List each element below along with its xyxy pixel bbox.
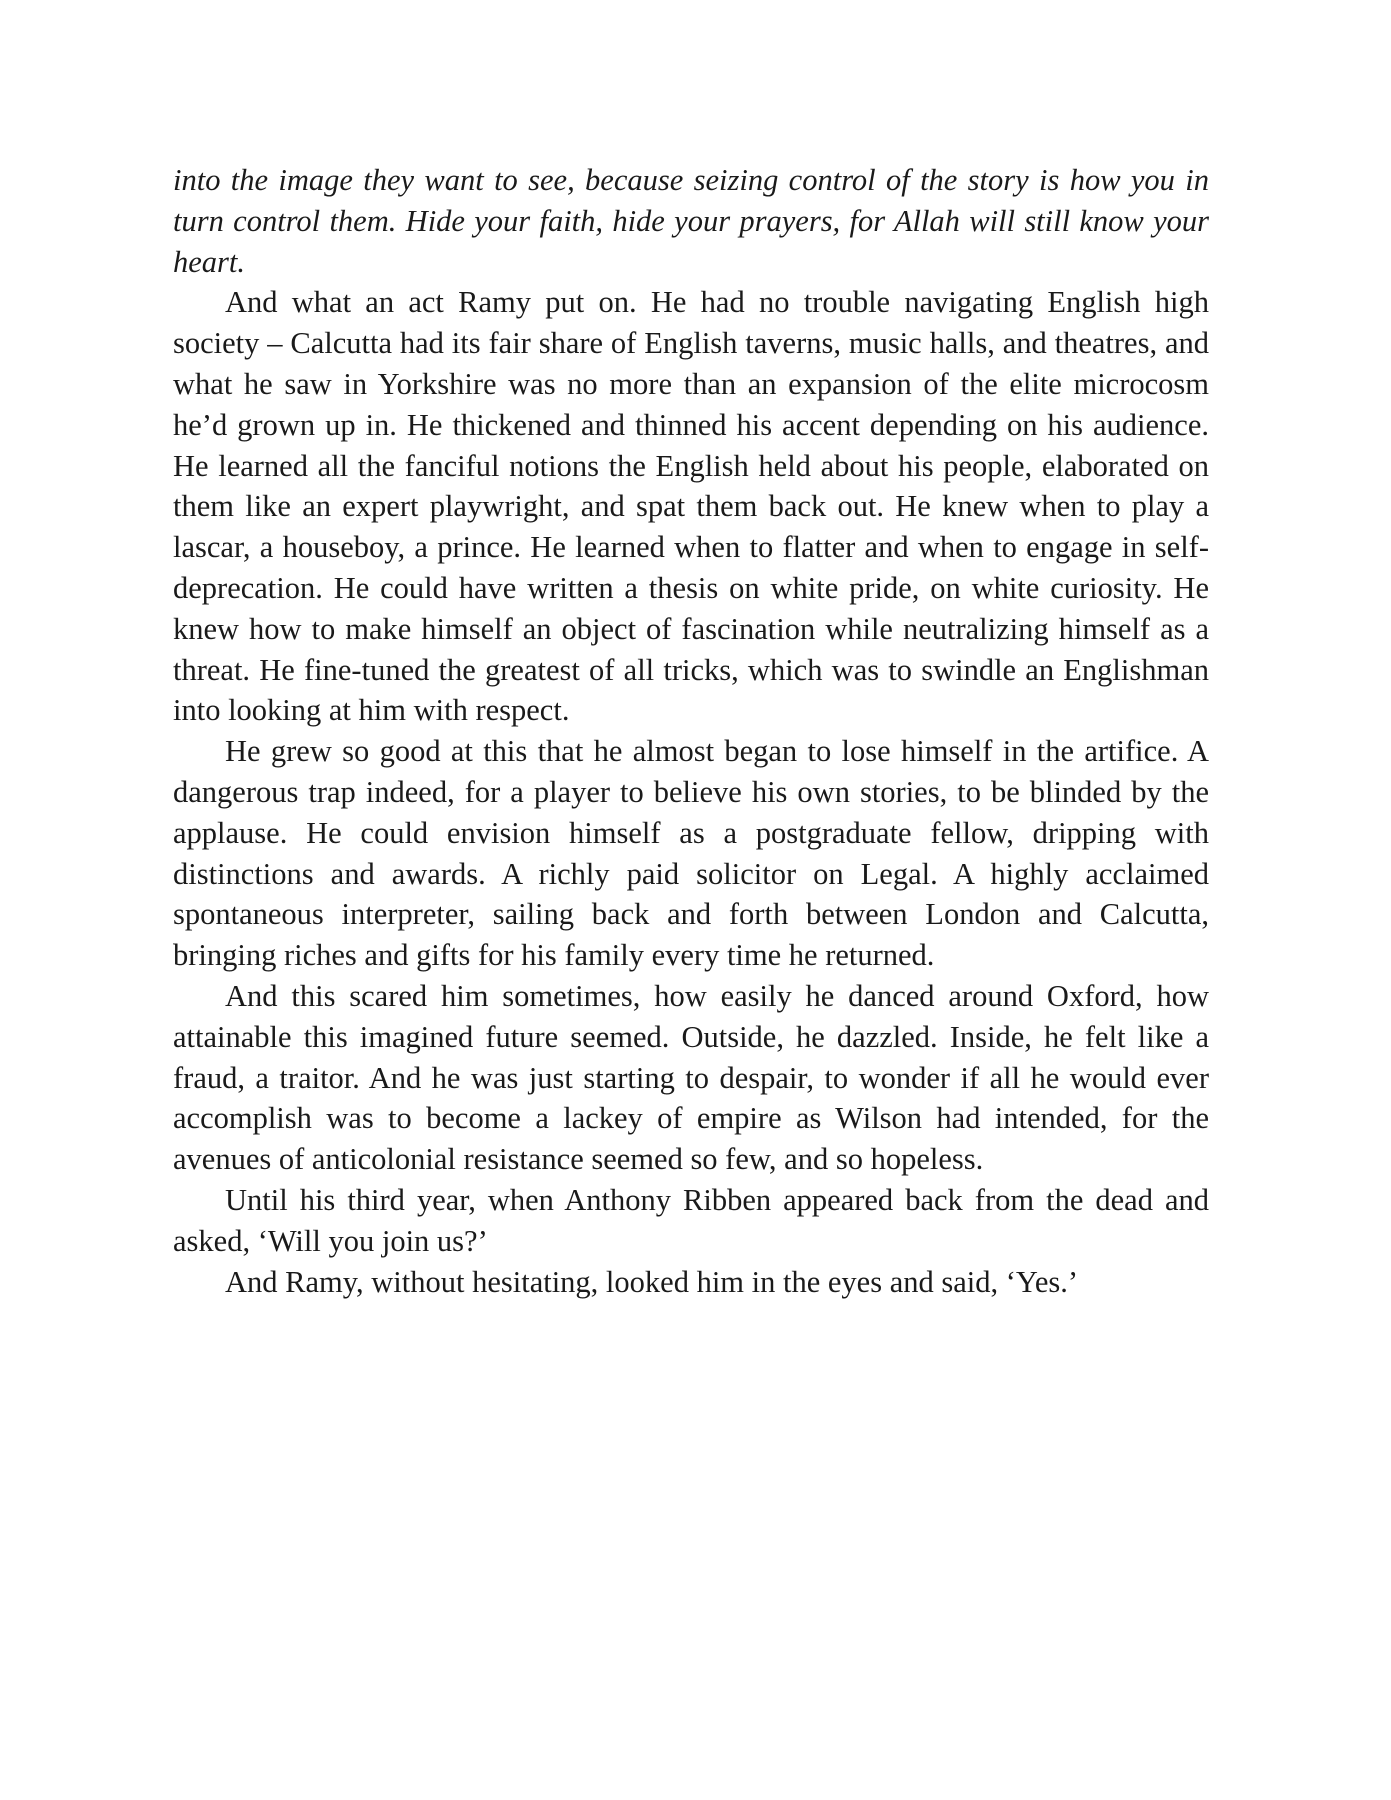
paragraph-third-year: Until his third year, when Anthony Ribben appeared back from the dead and asked, ‘Will you join us?’ (173, 1182, 1209, 1258)
paragraph-ramy-act: And what an act Ramy put on. He had no trouble navigating English high society – Calcutta had its fair share of English taverns, music halls, and theatres, and what he saw in Yorkshire was no more than an expansion of the elite microcosm he’d grown up in. He thickened and thinned his accent depending on his audience. He learned all the fanciful notions the English held about his people, elaborated on them like an expert playwright, and spat them back out. He knew when to play a lascar, a houseboy, a prince. He learned when to flatter and when to engage in self-deprecation. He could have written a thesis on white pride, on white curiosity. He knew how to make himself an object of fascination while neutralizing himself as a threat. He fine-tuned the greatest of all tricks, which was to swindle an Englishman into looking at him with respect. (173, 285, 1209, 728)
paragraph-artifice: He grew so good at this that he almost began to lose himself in the artifice. A dangerous trap indeed, for a player to believe his own stories, to be blinded by the applause. He could envision himself as a postgraduate fellow, dripping with distinctions and awards. A richly paid solicitor on Legal. A highly acclaimed spontaneous interpreter, sailing back and forth between London and Calcutta, bringing riches and gifts for his family every time he returned. (173, 734, 1209, 973)
paragraph-scared: And this scared him sometimes, how easily he danced around Oxford, how attainable this imagined future seemed. Outside, he dazzled. Inside, he felt like a fraud, a traitor. And he was just starting to despair, to wonder if all he would ever accomplish was to become a lackey of empire as Wilson had intended, for the avenues of anticolonial resistance seemed so few, and so hopeless. (173, 978, 1209, 1177)
paragraph-yes: And Ramy, without hesitating, looked him in the eyes and said, ‘Yes.’ (225, 1264, 1079, 1299)
paragraph-italic-continuation: into the image they want to see, because seizing control of the story is how you in turn control them. Hide your faith, hide your prayers, for Allah will still know your heart. (173, 163, 1209, 279)
body-text (173, 160, 1209, 1302)
